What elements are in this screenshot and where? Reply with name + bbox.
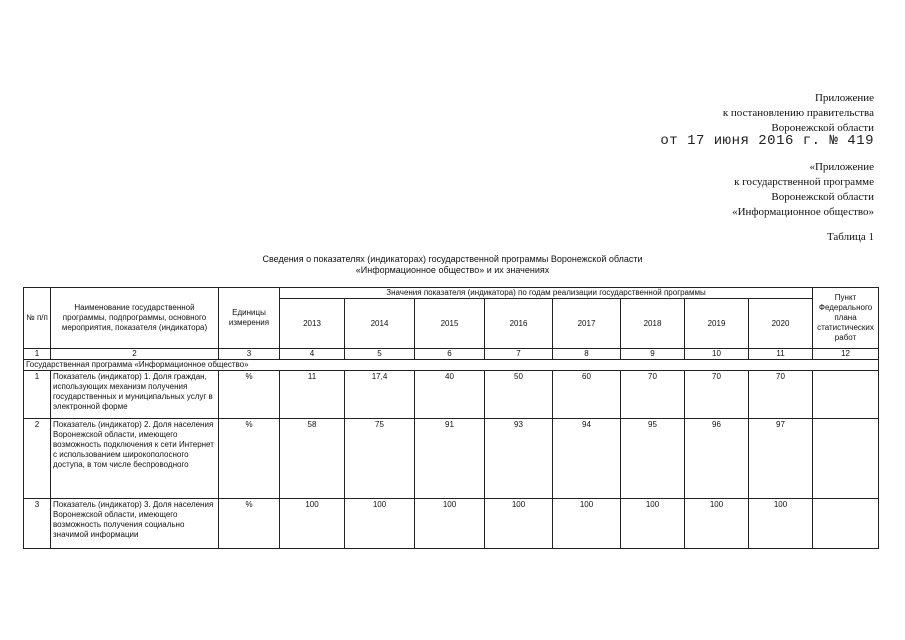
row-value: 100 (553, 499, 621, 549)
row-value: 97 (749, 419, 813, 499)
row-num: 2 (24, 419, 51, 499)
column-number: 6 (415, 349, 485, 360)
header-row (24, 288, 879, 299)
column-number: 9 (621, 349, 685, 360)
appendix-line: Воронежской области (771, 191, 874, 203)
table-row (24, 499, 879, 549)
appendix-line: к государственной программе (734, 176, 874, 188)
row-value: 100 (621, 499, 685, 549)
row-value: 58 (280, 419, 345, 499)
row-value: 96 (685, 419, 749, 499)
column-number: 11 (749, 349, 813, 360)
row-value: 95 (621, 419, 685, 499)
decree-date: от 17 июня 2016 г. № 419 (660, 133, 874, 149)
column-number: 4 (280, 349, 345, 360)
column-number: 7 (485, 349, 553, 360)
row-unit: % (219, 499, 280, 549)
header-year: 2015 (415, 299, 485, 349)
row-value: 70 (621, 371, 685, 419)
row-federal (813, 499, 879, 549)
row-value: 40 (415, 371, 485, 419)
appendix-line: Приложение (814, 92, 874, 104)
row-value: 100 (749, 499, 813, 549)
header-year: 2018 (621, 299, 685, 349)
indicators-table (23, 287, 879, 549)
row-value: 60 (553, 371, 621, 419)
appendix-line: Воронежской области (771, 122, 874, 134)
appendix-line: «Информационное общество» (732, 206, 874, 218)
row-value: 100 (415, 499, 485, 549)
column-number: 10 (685, 349, 749, 360)
program-title: Государственная программа «Информационное общество» (24, 360, 879, 371)
column-number: 1 (24, 349, 51, 360)
row-value: 94 (553, 419, 621, 499)
row-name: Показатель (индикатор) 2. Доля населения Воронежской области, имеющего возможность подключения к сети Интернет с использованием широкополосного доступа, в том числе беспроводного (51, 419, 219, 499)
row-value: 17,4 (345, 371, 415, 419)
row-value: 93 (485, 419, 553, 499)
header-unit: Единицы измерения (219, 288, 280, 349)
row-num: 3 (24, 499, 51, 549)
row-value: 100 (280, 499, 345, 549)
column-number: 2 (51, 349, 219, 360)
title-line: Сведения о показателях (индикаторах) государственной программы Воронежской области (262, 254, 643, 264)
program-appendix-header (732, 160, 874, 220)
header-year: 2013 (280, 299, 345, 349)
table-row (24, 419, 879, 499)
column-number: 3 (219, 349, 280, 360)
table-number: Таблица 1 (826, 231, 874, 243)
header-year: 2019 (685, 299, 749, 349)
header-name: Наименование государственной программы, подпрограммы, основного мероприятия, показателя (индикатора) (51, 288, 219, 349)
document-title (180, 254, 725, 276)
row-value: 100 (345, 499, 415, 549)
row-value: 11 (280, 371, 345, 419)
column-numbers-row (24, 349, 879, 360)
column-number: 5 (345, 349, 415, 360)
header-federal: Пункт Федерального плана статистических работ (813, 288, 879, 349)
row-value: 91 (415, 419, 485, 499)
row-name: Показатель (индикатор) 3. Доля населения Воронежской области, имеющего возможность получения социально значимой информации (51, 499, 219, 549)
row-federal (813, 419, 879, 499)
header-values-group: Значения показателя (индикатора) по годам реализации государственной программы (280, 288, 813, 299)
row-federal (813, 371, 879, 419)
table-row (24, 371, 879, 419)
header-year: 2017 (553, 299, 621, 349)
row-value: 100 (685, 499, 749, 549)
row-value: 70 (685, 371, 749, 419)
appendix-header (723, 91, 874, 136)
row-value: 100 (485, 499, 553, 549)
appendix-line: к постановлению правительства (722, 107, 874, 119)
program-row (24, 360, 879, 371)
header-year: 2016 (485, 299, 553, 349)
column-number: 8 (553, 349, 621, 360)
title-line: «Информационное общество» и их значениях (355, 265, 550, 275)
row-value: 75 (345, 419, 415, 499)
header-num: № п/п (24, 288, 51, 349)
row-unit: % (219, 371, 280, 419)
header-year: 2014 (345, 299, 415, 349)
column-number: 12 (813, 349, 879, 360)
header-year: 2020 (749, 299, 813, 349)
row-value: 50 (485, 371, 553, 419)
row-unit: % (219, 419, 280, 499)
row-value: 70 (749, 371, 813, 419)
row-name: Показатель (индикатор) 1. Доля граждан, использующих механизм получения государственных и муниципальных услуг в электронной форме (51, 371, 219, 419)
row-num: 1 (24, 371, 51, 419)
appendix-line: «Приложение (809, 161, 874, 173)
